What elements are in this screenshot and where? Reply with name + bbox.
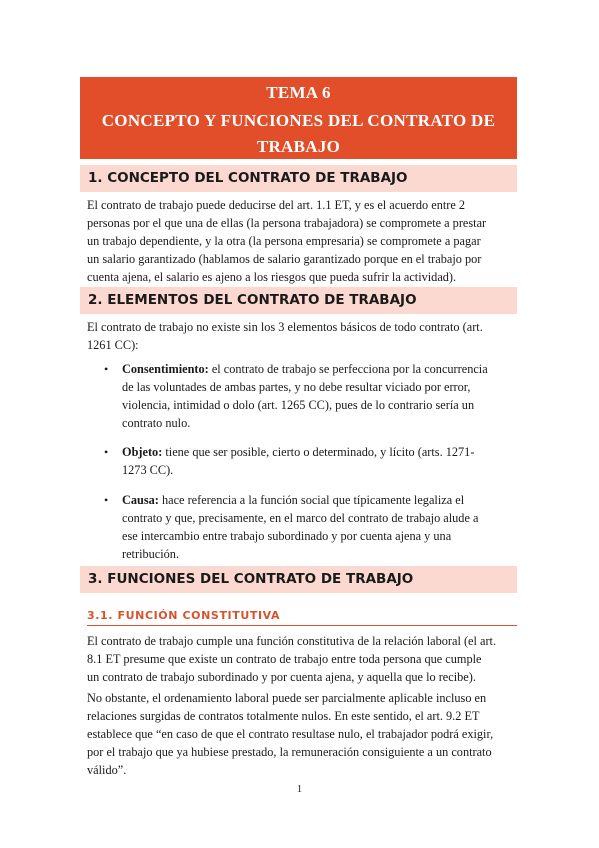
section-2-heading: 2. ELEMENTOS DEL CONTRATO DE TRABAJO [80, 287, 517, 314]
text-line: un contrato de trabajo subordinado y por cuenta ajena, y aquella que lo recibe). [87, 670, 476, 684]
text-line: 1273 CC). [122, 463, 174, 477]
text-line: violencia, intimidad o dolo (art. 1265 CC), pues de lo contrario sería un [122, 398, 475, 412]
text-line: 1261 CC): [87, 338, 139, 352]
topic-title-line-1: CONCEPTO Y FUNCIONES DEL CONTRATO DE [101, 111, 496, 130]
text-line: cuenta ajena, el salario es ajeno a los riesgos que pueda sufrir la actividad). [87, 270, 457, 284]
section-3-paragraph-1 [87, 632, 515, 686]
text-line: hace referencia a la función social que típicamente legaliza el [158, 493, 465, 507]
text-line: ese intercambio entre trabajo subordinado y por cuenta ajena y una [122, 529, 452, 543]
subsection-divider [87, 625, 517, 626]
text-line: personas por el que una de ellas (la persona trabajadora) se compromete a prestar [87, 216, 487, 230]
text-line: El contrato de trabajo cumple una función constitutiva de la relación laboral (el art. [87, 634, 497, 648]
text-line: de las voluntades de ambas partes, y no debe resultar viciado por error, [122, 380, 471, 394]
text-line: El contrato de trabajo no existe sin los 3 elementos básicos de todo contrato (art. [87, 320, 483, 334]
bullet-icon: • [104, 493, 109, 507]
section-3-paragraph-2 [87, 689, 515, 779]
text-line: un trabajo dependiente, y la otra (la persona empresaria) se compromete a pagar [87, 234, 481, 248]
topic-title-line-2: TRABAJO [256, 137, 341, 156]
title-banner [80, 77, 517, 159]
bullet-term: Causa: [122, 493, 159, 507]
bullet-term: Consentimiento: [122, 362, 209, 376]
bullet-icon: • [104, 362, 109, 376]
text-line: No obstante, el ordenamiento laboral puede ser parcialmente aplicable incluso en [87, 691, 487, 705]
text-line: un salario garantizado (hablamos de salario garantizado porque en el trabajo por [87, 252, 482, 266]
bullet-text [122, 360, 518, 432]
section-3-heading: 3. FUNCIONES DEL CONTRATO DE TRABAJO [80, 566, 517, 593]
bullet-icon: • [104, 445, 109, 459]
topic-number: TEMA 6 [266, 83, 331, 102]
text-line: tiene que ser posible, cierto o determinado, y lícito (arts. 1271- [162, 445, 475, 459]
text-line: válido”. [87, 763, 127, 777]
page-number: 1 [296, 784, 303, 795]
text-line: relaciones surgidas de contratos totalmente nulos. En este sentido, el art. 9.2 ET [87, 709, 480, 723]
section-1-heading: 1. CONCEPTO DEL CONTRATO DE TRABAJO [80, 165, 517, 192]
text-line: El contrato de trabajo puede deducirse del art. 1.1 ET, y es el acuerdo entre 2 [87, 198, 466, 212]
text-line: por el trabajo que ya hubiese prestado, la remuneración consiguiente a un contrato [87, 745, 492, 759]
text-line: contrato nulo. [122, 416, 191, 430]
subsection-3-1-heading: 3.1. FUNCIÓN CONSTITUTIVA [87, 609, 281, 622]
text-line: retribución. [122, 547, 180, 561]
text-line: contrato y que, precisamente, en el marco del contrato de trabajo alude a [122, 511, 479, 525]
bullet-text [122, 491, 518, 563]
text-line: el contrato de trabajo se perfecciona por la concurrencia [208, 362, 488, 376]
topic-title [80, 108, 517, 160]
section-2-intro [87, 318, 515, 354]
text-line: establece que “en caso de que el contrato resultase nulo, el trabajador podrá exigir, [87, 727, 494, 741]
bullet-term: Objeto: [122, 445, 163, 459]
section-1-paragraph [87, 196, 515, 286]
bullet-text [122, 443, 518, 479]
text-line: 8.1 ET presume que existe un contrato de trabajo entre toda persona que cumple [87, 652, 482, 666]
